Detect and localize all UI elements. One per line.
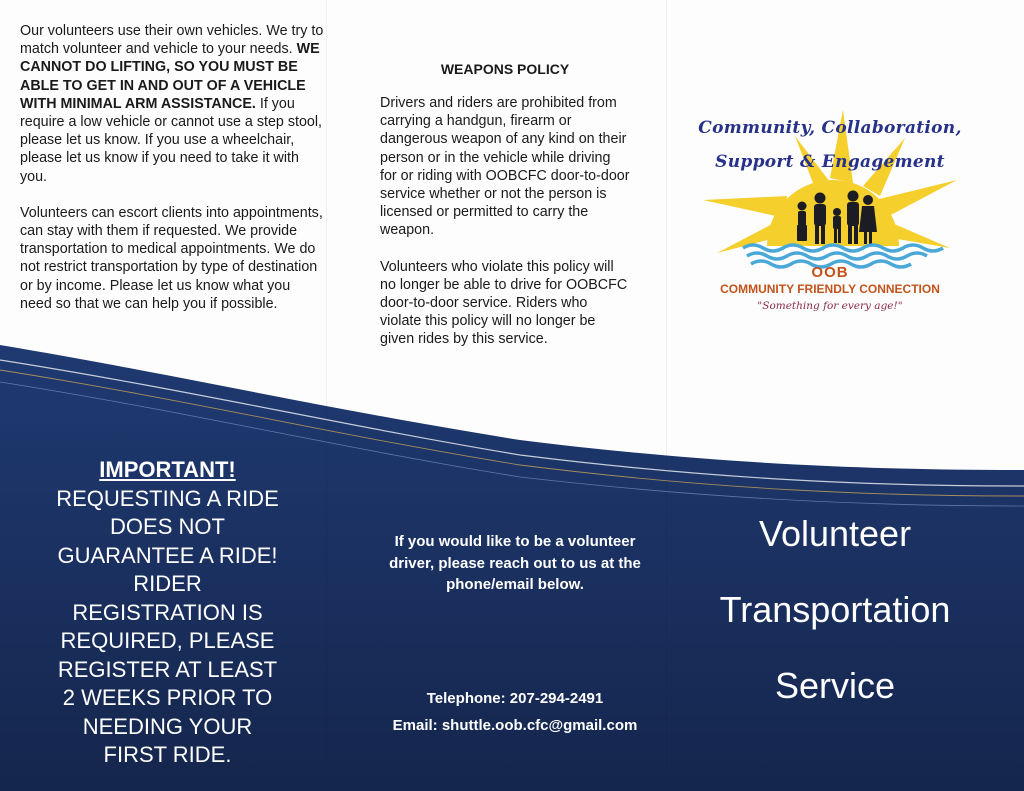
important-title: IMPORTANT! (99, 457, 236, 482)
lifting-warning: WE CANNOT DO LIFTING, SO YOU MUST BE ABLE TO GET IN AND OUT OF A VEHICLE WITH MINIMAL ARM ASSISTANCE. (20, 41, 320, 112)
vehicle-paragraph-rest: If you require a low vehicle or cannot use a step stool, please let us know. If you use a wheelchair, please let us know if you need to take it with you. (20, 95, 322, 185)
cover-title-line: Service (774, 665, 896, 706)
vehicle-paragraph (20, 22, 325, 186)
cover-title (680, 508, 990, 736)
contact-telephone: Telephone: 207-294-2491 (426, 690, 604, 707)
important-line: GUARANTEE A RIDE! (57, 542, 278, 568)
weapons-policy-text (380, 94, 630, 367)
weapons-policy-title: WEAPONS POLICY (440, 61, 570, 77)
fold-line-right (666, 0, 667, 791)
weapons-paragraph-1: Drivers and riders are prohibited from carrying a handgun, firearm or dangerous weapon of any kind on their person or in the vehicle while driving for or riding with OOBCFC door-to-door service whether or not the person is licensed or permitted to carry the weapon. (380, 95, 630, 239)
important-line: NEEDING YOUR (82, 713, 253, 739)
escort-paragraph: Volunteers can escort clients into appointments, can stay with them if requested. We provide transportation to medical appointments. We do not restrict transportation by type of destination or by income. Please let us know what you need so that we can help you if possible. (20, 204, 323, 312)
important-line: FIRST RIDE. (103, 742, 232, 767)
fold-line-left (326, 0, 327, 791)
left-panel-text (20, 22, 325, 331)
weapons-paragraph-2: Volunteers who violate this policy will no longer be able to drive for OOBCFC door-to-door service. Riders who violate this policy will no longer be given rides by this service. (380, 258, 628, 348)
logo-motto-line-2: Support & Engagement (715, 152, 945, 172)
important-notice (25, 456, 310, 770)
logo-oob: OOB (811, 264, 849, 281)
important-line: REQUESTING A RIDE (56, 485, 279, 511)
logo-tagline: "Something for every age!" (757, 300, 903, 312)
contact-email: Email: shuttle.oob.cfc@gmail.com (392, 717, 638, 734)
volunteer-driver-cta: If you would like to be a volunteer driver, please reach out to us at the phone/email below. (389, 533, 641, 593)
important-line: REGISTRATION IS (72, 599, 263, 625)
important-line: REGISTER AT LEAST (57, 656, 278, 682)
cover-title-line: Transportation (719, 589, 951, 630)
logo-motto-line-1: Community, Collaboration, (698, 118, 962, 138)
important-line: RIDER (133, 571, 202, 596)
important-line: 2 WEEKS PRIOR TO (62, 685, 273, 710)
cover-title-line: Volunteer (758, 513, 912, 554)
important-line: REQUIRED, PLEASE (60, 628, 275, 653)
important-line: DOES NOT (110, 514, 225, 539)
oob-cfc-logo (695, 108, 965, 318)
vehicle-paragraph-intro: Our volunteers use their own vehicles. We try to match volunteer and vehicle to your needs. (20, 23, 324, 58)
logo-organization-name: COMMUNITY FRIENDLY CONNECTION (720, 282, 940, 296)
